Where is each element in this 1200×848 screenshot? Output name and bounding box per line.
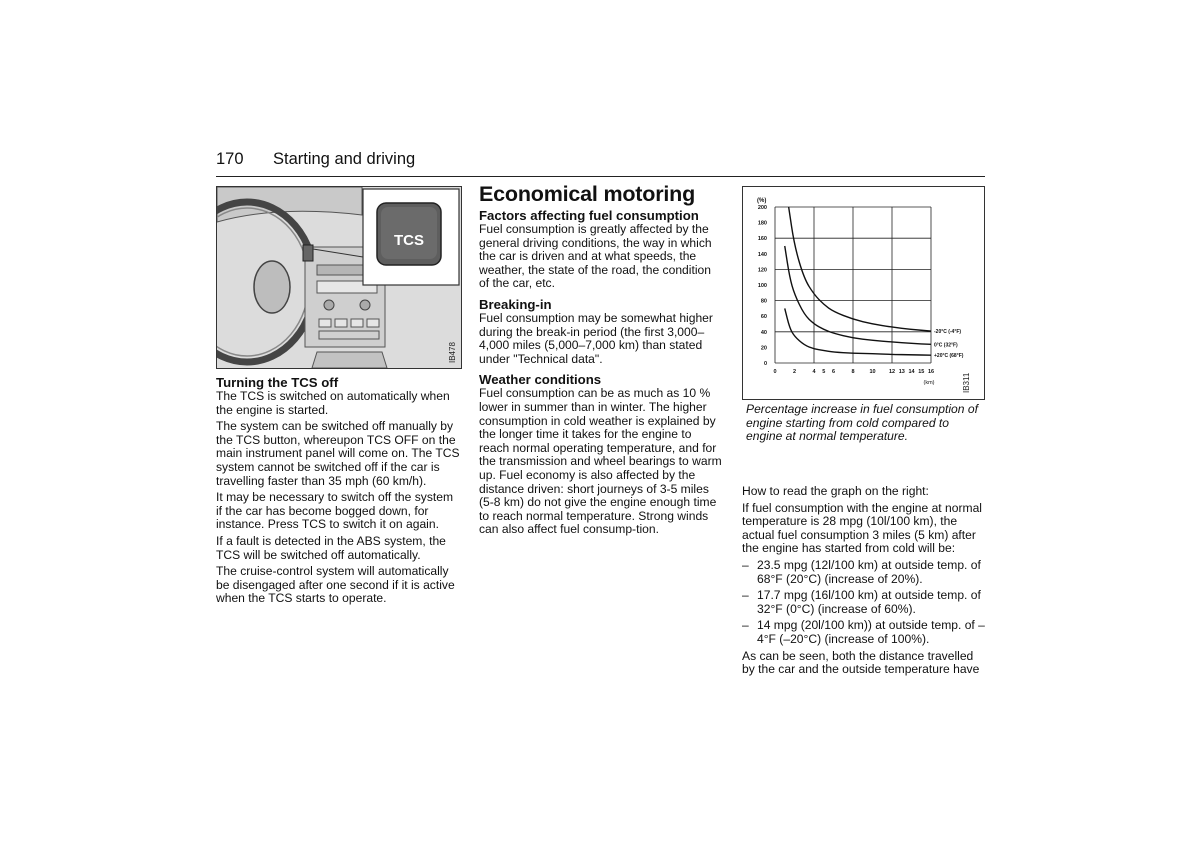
list-item: – 14 mpg (20l/100 km)) at outside temp. of –4°F (–20°C) (increase of 100%). <box>742 618 985 646</box>
series-label: 0°C (32°F) <box>934 342 958 349</box>
article-title: Economical motoring <box>479 182 695 206</box>
example-list <box>742 559 986 647</box>
y-tick-label: 200 <box>757 205 767 211</box>
x-tick-label: 13 <box>898 369 905 375</box>
column-graph-reading <box>742 485 986 680</box>
dashboard-drawing <box>217 187 461 368</box>
x-tick-label: 0 <box>773 369 777 375</box>
bullet-marker: – <box>742 557 749 572</box>
heading-turning-tcs-off: Turning the TCS off <box>216 375 339 390</box>
tcs-button-label: TCS <box>394 232 424 249</box>
chart-ref-code: IB311 <box>962 372 971 393</box>
heading-breaking-in: Breaking-in <box>479 296 552 312</box>
paragraph: Fuel consumption may be somewhat higher during the break-in period (the first 3,000–4,000 miles (5,000–7,000 km) than stated under "Technical data". <box>479 310 713 366</box>
y-tick-label: 0 <box>763 361 767 367</box>
header-rule <box>216 176 985 177</box>
paragraph: The cruise-control system will automatically be disengaged after one second if it is active when the TCS starts to operate. <box>216 564 455 606</box>
paragraph: If fuel consumption with the engine at normal temperature is 28 mpg (10l/100 km), the actual fuel consumption 3 miles (5 km) after the engine has started from cold will be: <box>742 500 982 556</box>
heading-factors: Factors affecting fuel consumption <box>479 208 699 223</box>
paragraph: If a fault is detected in the ABS system, the TCS will be switched off automatically. <box>216 533 446 562</box>
y-tick-label: 80 <box>760 298 767 305</box>
bullet-marker: – <box>742 588 749 603</box>
y-tick-label: 140 <box>757 251 767 258</box>
x-tick-label: 8 <box>851 369 855 375</box>
x-tick-label: 10 <box>869 369 876 375</box>
bullet-marker: – <box>742 618 749 633</box>
x-tick-label: 5 <box>822 369 826 375</box>
heading-weather: Weather conditions <box>479 372 602 388</box>
paragraph: The system can be switched off manually by the TCS button, whereupon TCS OFF on the main instrument panel will come on. The TCS system cannot be switched off if the car is travelling faster than 35 mph (60 km/h). <box>216 419 460 488</box>
series-label: +20°C (68°F) <box>934 353 964 360</box>
x-tick-label: 2 <box>792 369 797 375</box>
y-tick-label: 120 <box>757 267 767 274</box>
tcs-small-button <box>303 245 313 261</box>
paragraph: As can be seen, both the distance travelled by the car and the outside temperature have <box>742 648 980 677</box>
y-tick-label: 60 <box>760 314 767 321</box>
fuel-consumption-chart <box>742 186 985 400</box>
column-economical-motoring <box>479 182 723 540</box>
page-number: 170 <box>216 150 244 168</box>
y-tick-label: 160 <box>757 236 767 243</box>
section-title: Starting and driving <box>273 150 416 168</box>
x-tick-label: 15 <box>918 369 925 375</box>
paragraph: Fuel consumption is greatly affected by the general driving conditions, the way in which the car is driven and at what speeds, the weather, the state of the road, the condition of the car, etc. <box>479 222 712 291</box>
figure-ref-code: IB478 <box>448 342 457 363</box>
figure-caption: Percentage increase in fuel consumption of engine starting from cold compared to engine at normal temperature. <box>746 402 978 444</box>
list-item: – 23.5 mpg (12l/100 km) at outside temp. of 68°F (20°C) (increase of 20%). <box>742 557 981 586</box>
series-label: -20°C (-4°F) <box>934 329 962 336</box>
y-tick-label: 40 <box>760 329 767 336</box>
paragraph: It may be necessary to switch off the system if the car has become bogged down, for instance. Press TCS to switch it on again. <box>216 490 454 532</box>
chart-svg <box>743 187 984 399</box>
y-tick-label: 100 <box>757 283 767 289</box>
tcs-dashboard-illustration <box>216 186 462 369</box>
paragraph: How to read the graph on the right: <box>742 484 929 498</box>
list-item: – 17.7 mpg (16l/100 km) at outside temp. of 32°F (0°C) (increase of 60%). <box>742 588 981 616</box>
paragraph: The TCS is switched on automatically when the engine is started. <box>216 389 450 417</box>
x-axis-unit-label: (km) <box>923 380 935 386</box>
column-tcs <box>216 375 460 609</box>
paragraph: Fuel consumption can be as much as 10 % lower in summer than in winter. The higher consumption in cold weather is explained by the longer time it takes for the engine to reach normal operating temperature, and for the transmission and wheel bearings to warm up. Fuel economy is also affected by the distance driven: short journeys of 3-5 miles (5-8 km) do not give the engine enough time to reach normal temperature. Strong winds can also affect fuel consump-tion. <box>479 386 722 537</box>
y-axis-unit-label: (%) <box>757 198 767 204</box>
x-tick-label: 14 <box>908 369 915 375</box>
x-tick-label: 4 <box>812 369 816 375</box>
x-tick-label: 16 <box>927 369 935 375</box>
x-tick-label: 6 <box>831 369 836 375</box>
y-tick-label: 180 <box>757 220 767 227</box>
y-tick-label: 20 <box>760 345 767 352</box>
x-tick-label: 12 <box>888 369 896 375</box>
